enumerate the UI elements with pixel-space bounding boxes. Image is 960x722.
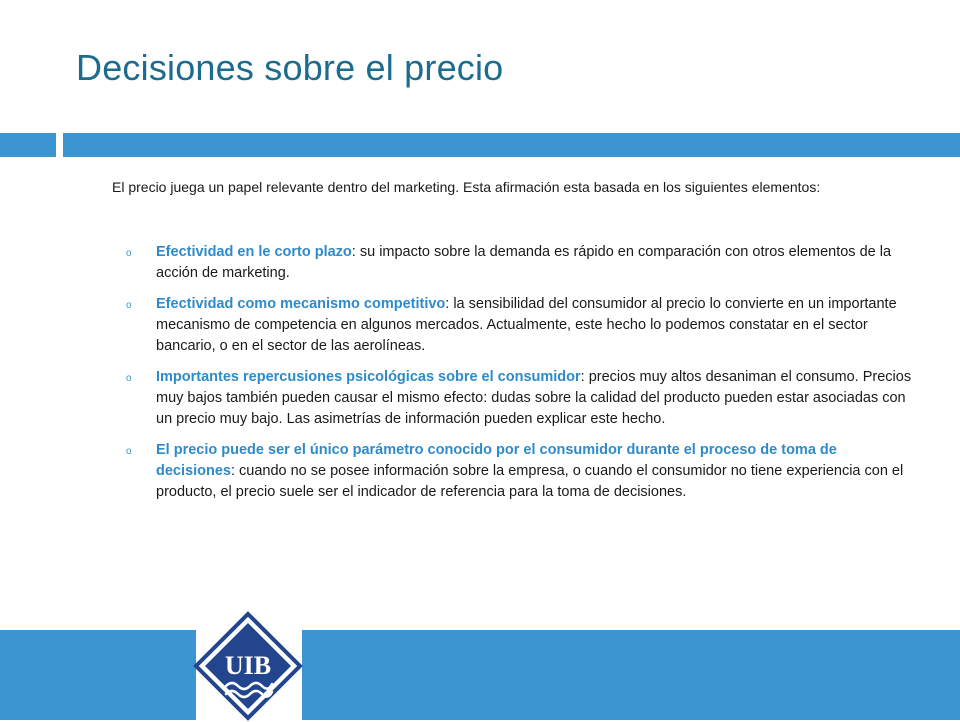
bullet-text: : su impacto sobre la demanda es rápido en comparación con otros elementos de la acción de marketing. [156, 244, 892, 281]
footer-band-right [302, 630, 960, 720]
header-band-left [0, 133, 56, 157]
bullet-item [126, 242, 912, 284]
bullet-term: Importantes repercusiones psicológicas sobre el consumidor [156, 369, 581, 385]
bullet-item [126, 367, 912, 430]
circle-bullet-icon: o [126, 373, 132, 384]
bullet-text: : la sensibilidad del consumidor al precio lo convierte en un importante mecanismo de competencia en algunos mercados. Actualmente, este hecho lo podemos constatar en el sector bancario, o en el sector de las aerolíneas. [156, 296, 897, 354]
bullet-list [112, 242, 912, 503]
circle-bullet-icon: o [126, 446, 132, 457]
bullet-text: : cuando no se posee información sobre la empresa, o cuando el consumidor no tiene experiencia con el producto, el precio suele ser el indicador de referencia para la toma de decisiones. [156, 463, 904, 500]
uib-logo-icon [192, 610, 304, 722]
header-band-right [63, 133, 960, 157]
bullet-term: Efectividad como mecanismo competitivo [156, 296, 446, 312]
logo-text: UIB [224, 651, 272, 680]
circle-bullet-icon: o [126, 300, 132, 311]
circle-bullet-icon: o [126, 248, 132, 259]
bullet-item [126, 294, 912, 357]
bullet-term: El precio puede ser el único parámetro conocido por el consumidor durante el proceso de toma de decisiones [156, 442, 837, 479]
slide-title: Decisiones sobre el precio [76, 47, 504, 88]
bullet-item [126, 440, 912, 503]
slide-content [112, 177, 912, 513]
footer-band-left [0, 630, 196, 720]
bullet-text: : precios muy altos desaniman el consumo. Precios muy bajos también pueden causar el mismo efecto: dudas sobre la calidad del producto pueden estar asociadas con un precio muy bajo. Las asimetrías de información pueden explicar este hecho. [156, 369, 912, 427]
bullet-term: Efectividad en le corto plazo [156, 244, 352, 260]
intro-paragraph: El precio juega un papel relevante dentro del marketing. Esta afirmación esta basada en los siguientes elementos: [112, 179, 821, 195]
